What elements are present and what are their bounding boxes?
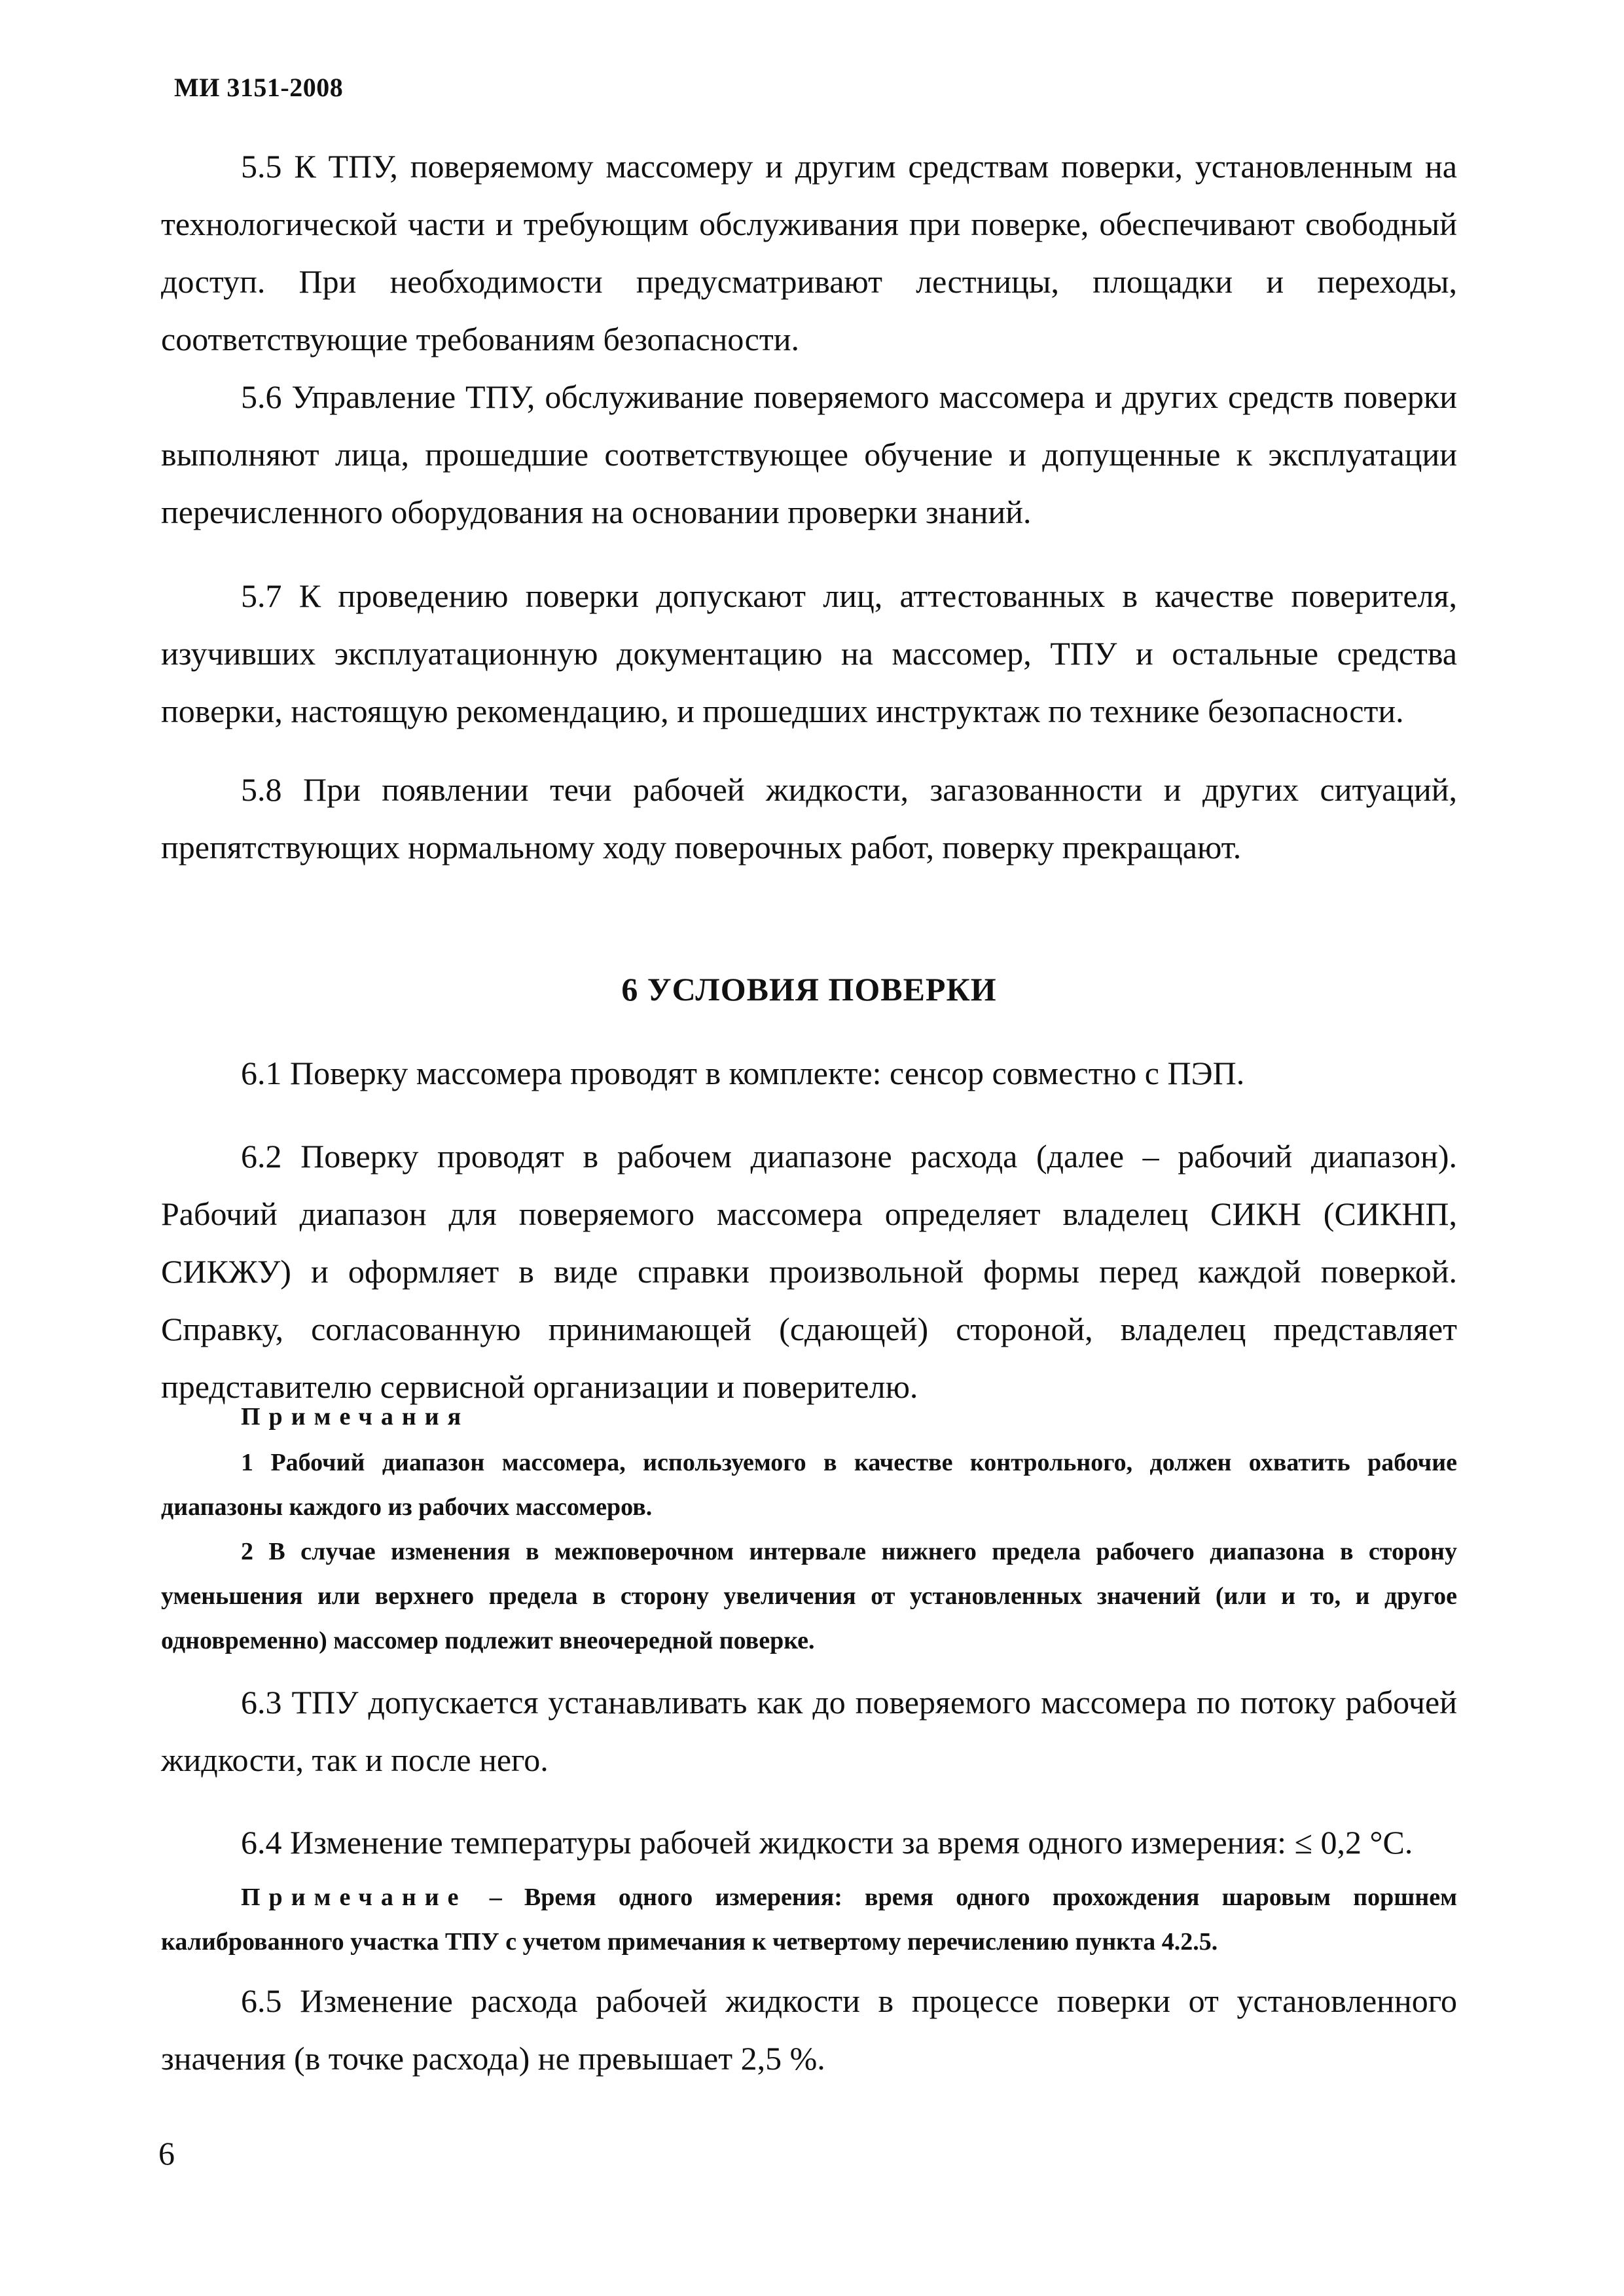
- paragraph-6-5: [161, 1972, 1457, 2087]
- paragraph-6-3: [161, 1673, 1457, 1789]
- paragraph-5-6-text: 5.6 Управление ТПУ, обслуживание поверяемого массомера и других средств поверки выполняют лица, прошедшие соответствующее обучение и допущенные к эксплуатации перечисленного оборудования на основании проверки знаний.: [161, 378, 1457, 530]
- paragraph-6-2-text: 6.2 Поверку проводят в рабочем диапазоне расхода (далее – рабочий диапазон). Рабочий диапазон для поверяемого массомера определяет владелец СИКН (СИКНП, СИКЖУ) и оформляет в виде справки произвольной формы перед каждой поверкой. Справку, согласованную принимающей (сдающей) стороной, владелец представляет представителю сервисной организации и поверителю.: [161, 1138, 1457, 1405]
- paragraph-6-1-text: 6.1 Поверку массомера проводят в комплекте: сенсор совместно с ПЭП.: [241, 1055, 1245, 1091]
- paragraph-5-6: [161, 368, 1457, 541]
- note-1-text: 1 Рабочий диапазон массомера, используемого в качестве контрольного, должен охватить рабочие диапазоны каждого из рабочих массомеров.: [161, 1449, 1457, 1521]
- note-single-paragraph: [161, 1875, 1457, 1964]
- paragraph-6-3-text: 6.3 ТПУ допускается устанавливать как до поверяемого массомера по потоку рабочей жидкости, так и после него.: [161, 1684, 1457, 1778]
- paragraph-5-8-text: 5.8 При появлении течи рабочей жидкости, загазованности и других ситуаций, препятствующих нормальному ходу поверочных работ, поверку прекращают.: [161, 771, 1457, 866]
- note-2: [161, 1529, 1457, 1663]
- paragraph-5-5-text: 5.5 К ТПУ, поверяемому массомеру и другим средствам поверки, установленным на технологической части и требующим обслуживания при поверке, обеспечивают свободный доступ. При необходимости предусматривают лестницы, площадки и переходы, соответствующие требованиям безопасности.: [161, 148, 1457, 357]
- paragraph-5-7-text: 5.7 К проведению поверки допускают лиц, аттестованных в качестве поверителя, изучивших эксплуатационную документацию на массомер, ТПУ и остальные средства поверки, настоящую рекомендацию, и прошедших инструктаж по технике безопасности.: [161, 577, 1457, 729]
- notes-title: Примечания: [241, 1403, 470, 1430]
- paragraph-5-5: [161, 137, 1457, 368]
- page-number: 6: [158, 2135, 175, 2172]
- note-2-text: 2 В случае изменения в межповерочном интервале нижнего предела рабочего диапазона в сторону уменьшения или верхнего предела в сторону увеличения от установленных значений (или и то, и другое одновременно) массомер подлежит внеочередной поверке.: [161, 1538, 1457, 1654]
- note-single: [161, 1875, 1457, 1964]
- section-6-heading: 6 УСЛОВИЯ ПОВЕРКИ: [621, 971, 997, 1008]
- paragraph-6-1: [161, 1044, 1457, 1102]
- paragraph-6-4: [161, 1813, 1457, 1871]
- paragraph-5-8: [161, 761, 1457, 876]
- note-single-label: Примечание: [241, 1884, 467, 1911]
- paragraph-6-4-text: 6.4 Изменение температуры рабочей жидкости за время одного измерения: ≤ 0,2 °С.: [241, 1824, 1413, 1861]
- note-1: [161, 1440, 1457, 1529]
- paragraph-6-5-text: 6.5 Изменение расхода рабочей жидкости в процессе поверки от установленного значения (в точке расхода) не превышает 2,5 %.: [161, 1982, 1457, 2077]
- document-code: МИ 3151-2008: [174, 73, 344, 102]
- note-single-text: – Время одного измерения: время одного прохождения шаровым поршнем калиброванного участка ТПУ с учетом примечания к четвертому перечислению пункта 4.2.5.: [161, 1884, 1457, 1956]
- paragraph-6-2: [161, 1127, 1457, 1415]
- paragraph-5-7: [161, 567, 1457, 740]
